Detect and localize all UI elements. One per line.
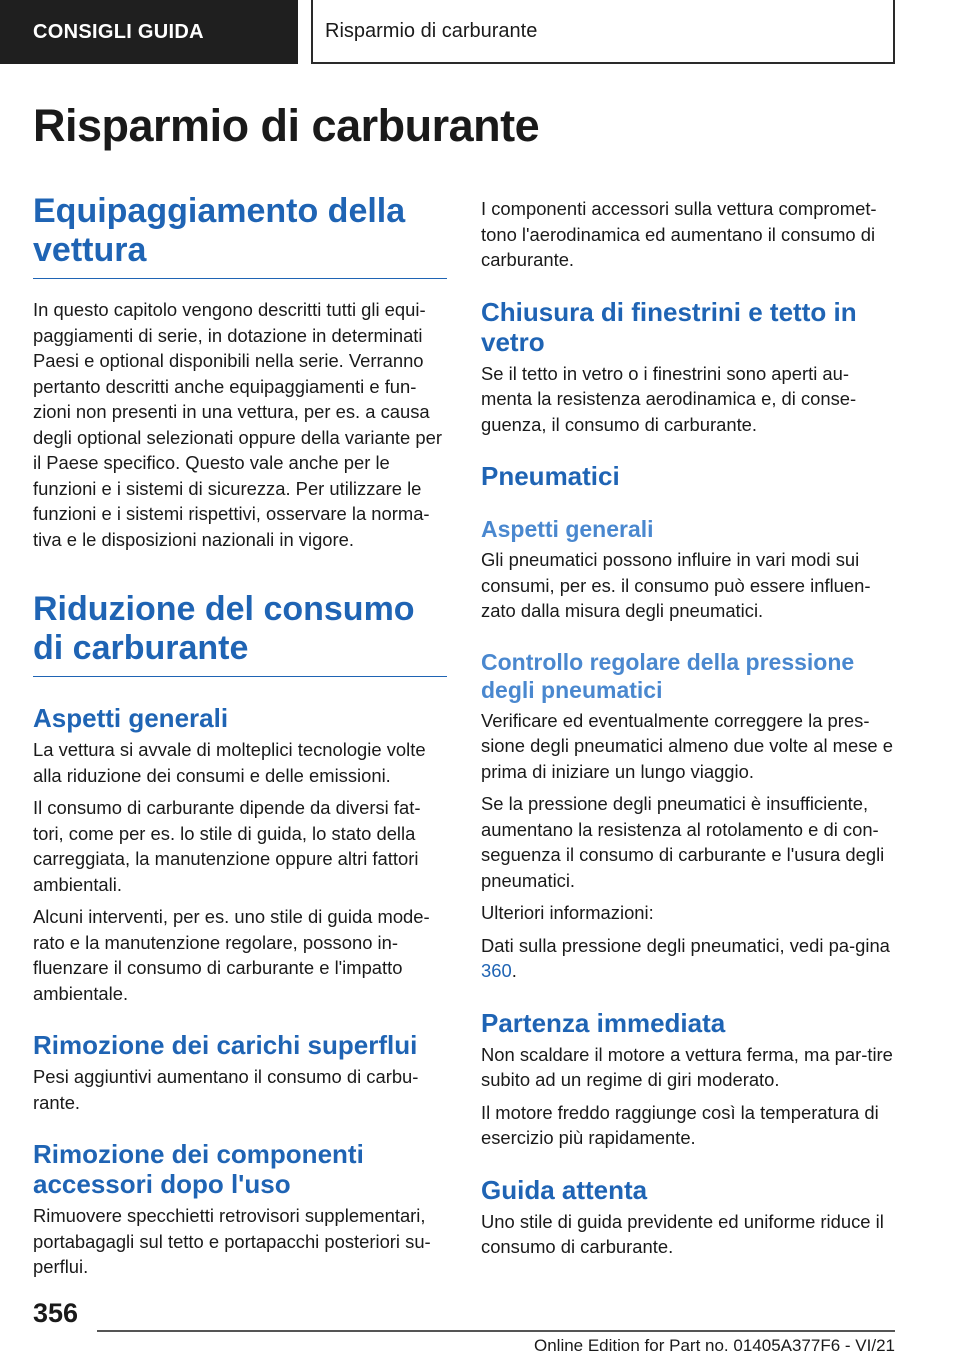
reduction-heading: Riduzione del consumo di carburante [33,590,447,677]
right-column [481,192,895,1260]
loads-heading: Rimozione dei carichi superflui [33,1030,418,1060]
pressure-p1: Verificare ed eventualmente correggere la pres-sione degli pneumatici almeno due volte al mese e prima di iniziare un lungo viaggio. [481,709,893,782]
equip-heading: Equipaggiamento della vettura [33,192,447,279]
pressure-p4-suffix: . [511,960,517,981]
accessories-text: Rimuovere specchietti retrovisori supplementari, portabagagli sul tetto e portapacchi posteriori su-perflui. [33,1205,431,1277]
left-column [33,192,447,1280]
general-p1: La vettura si avvale di molteplici tecnologie volte alla riduzione dei consumi e delle emissioni. [33,739,426,786]
tyres-general-text: Gli pneumatici possono influire in vari modi sui consumi, per es. il consumo può essere influen-zato dalla misura degli pneumatici. [481,549,871,621]
accessories-continued: I componenti accessori sulla vettura compromet-tono l'aerodinamica ed aumentano il consumo di carburante. [481,198,877,270]
pressure-p3: Ulteriori informazioni: [481,902,654,923]
start-p2: Il motore freddo raggiunge così la temperatura di esercizio più rapidamente. [481,1101,879,1148]
equip-text: In questo capitolo vengono descritti tutti gli equi-paggiamenti di serie, in dotazione in determinati Paesi e optional disponibili nella serie. Verranno pertanto descritti anche equipaggiamenti e fun-zioni non presenti in una vettura, per es. a causa degli optional selezionati oppure della variante per il Paese specifico. Questo vale anche per le funzioni e i sistemi di sicurezza. Per utilizzare le funzioni e i sistemi rispettivi, osservare la norma-tiva e le disposizioni nazionali in vigore. [33,299,442,550]
pressure-p4 [481,933,895,984]
general-heading: Aspetti generali [33,703,229,733]
tyres-heading: Pneumatici [481,461,620,491]
windows-heading: Chiusura di finestrini e tetto in vetro [481,296,857,357]
tyres-general-heading: Aspetti generali [481,516,654,542]
page-number: 356 [33,1298,79,1328]
start-heading: Partenza immediata [481,1007,726,1038]
general-p2: Il consumo di carburante dipende da diversi fat-tori, come per es. lo stile di guida, lo stato della carreggiata, la manutenzione oppure altri fattori ambientali. [33,797,421,895]
driving-text: Uno stile di guida previdente ed uniforme riduce il consumo di carburante. [481,1210,884,1257]
edition-note: Online Edition for Part no. 01405A377F6 - VI/21 [533,1336,895,1355]
general-p3: Alcuni interventi, per es. uno stile di guida mode-rato e la manutenzione regolare, possono in-fluenzare il consumo di carburante e l'impatto ambientale. [33,906,430,1004]
pressure-heading: Controllo regolare della pressione degli pneumatici [481,648,855,703]
loads-text: Pesi aggiuntivi aumentano il consumo di carbu-rante. [33,1066,419,1113]
accessories-heading: Rimozione dei componenti accessori dopo l'uso [33,1139,364,1199]
pressure-p4-text: Dati sulla pressione degli pneumatici, vedi pa-gina [481,934,890,956]
chapter-header: Risparmio di carburante [311,0,895,64]
page-title: Risparmio di carburante [33,100,540,151]
footer-divider [97,1330,895,1332]
page-link-360[interactable]: 360 [481,960,512,981]
section-tab: CONSIGLI GUIDA [0,0,298,64]
start-p1: Non scaldare il motore a vettura ferma, ma par-tire subito ad un regime di giri moderato. [481,1043,893,1090]
driving-heading: Guida attenta [481,1174,648,1205]
windows-text: Se il tetto in vetro o i finestrini sono aperti au-menta la resistenza aerodinamica e, di conse-guenza, il consumo di carburante. [481,362,857,435]
pressure-p2: Se la pressione degli pneumatici è insufficiente, aumentano la resistenza al rotolamento e di con-seguenza il consumo di carburante e l'usura degli pneumatici. [481,793,885,891]
